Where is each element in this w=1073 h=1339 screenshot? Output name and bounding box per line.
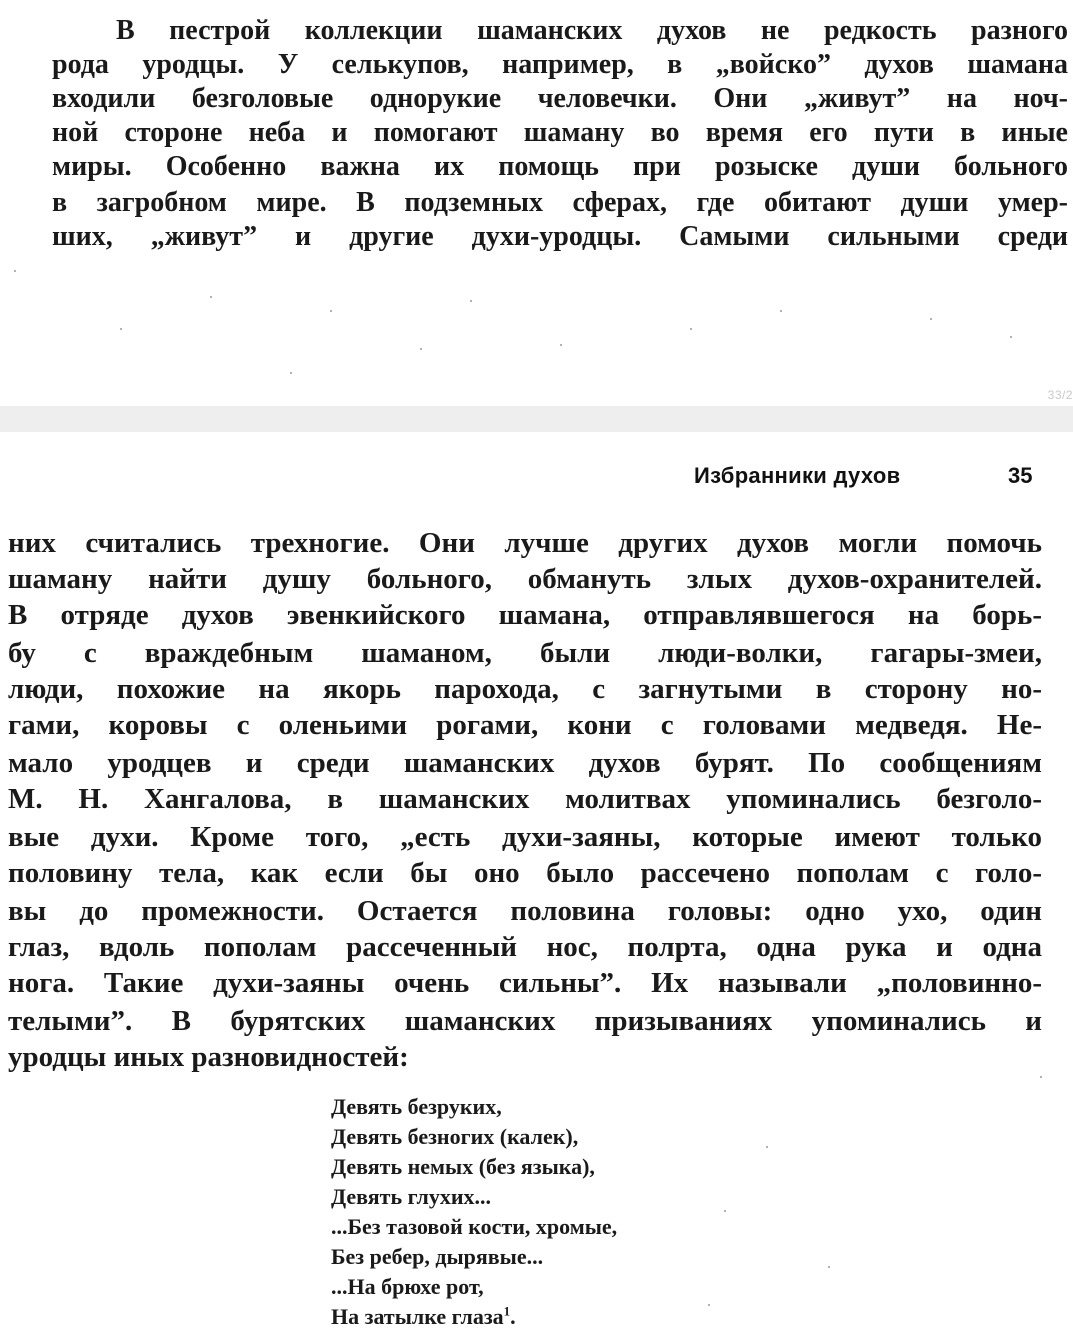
paragraph-line: М. Н. Хангалова, в шаманских молитвах упоминались безголо- <box>8 783 1042 815</box>
scan-speck <box>1010 336 1012 338</box>
scan-speck <box>724 1210 726 1212</box>
scan-speck <box>780 310 782 312</box>
paragraph-line: глаз, вдоль пополам рассеченный нос, полрта, одна рука и одна <box>8 931 1042 963</box>
verse-line: Девять безногих (калек), <box>331 1124 579 1149</box>
scan-speck <box>210 296 212 298</box>
paragraph-line: гами, коровы с оленьими рогами, кони с головами медведя. Не- <box>8 709 1042 741</box>
scan-speck <box>690 328 692 330</box>
verse-line-with-footnote <box>331 1304 516 1330</box>
scan-speck <box>470 300 472 302</box>
paragraph-line: телыми”. В бурятских шаманских призываниях упоминались и <box>8 1005 1042 1037</box>
scan-speck <box>330 310 332 312</box>
paragraph-line: рода уродцы. У селькупов, например, в „войско” духов шамана <box>52 49 1068 80</box>
paragraph-line: ной стороне неба и помогают шаману во время его пути в иные <box>52 117 1068 148</box>
paragraph-line: миры. Особенно важна их помощь при розыске души больного <box>52 151 1068 182</box>
paragraph-line: половину тела, как если бы оно было рассечено пополам с голо- <box>8 857 1042 889</box>
verse-line: Девять глухих... <box>331 1184 491 1209</box>
scan-speck <box>766 1146 768 1148</box>
paragraph-line: ших, „живут” и другие духи-уродцы. Самыми сильными среди <box>52 221 1068 252</box>
paragraph-line: шаману найти душу больного, обмануть злых духов-охранителей. <box>8 563 1042 595</box>
scan-speck <box>560 344 562 346</box>
scan-speck <box>1040 1076 1042 1078</box>
paragraph-line: мало уродцев и среди шаманских духов бурят. По сообщениям <box>8 747 1042 779</box>
footnote-marker[interactable]: 1 <box>503 1303 511 1319</box>
page-counter: 33/2 <box>1047 388 1073 402</box>
paragraph-line: уродцы иных разновидностей: <box>8 1041 409 1073</box>
paragraph-line: нога. Такие духи-заяны очень сильны”. Их называли „половинно- <box>8 967 1042 999</box>
paragraph-line: В пестрой коллекции шаманских духов не редкость разного <box>116 15 1068 46</box>
verse-line: Без ребер, дырявые... <box>331 1244 544 1269</box>
paragraph-line: бу с враждебным шаманом, были люди-волки, гагары-змеи, <box>8 637 1042 669</box>
scan-speck <box>120 328 122 330</box>
verse-line: ...Без тазовой кости, хромые, <box>331 1214 618 1239</box>
verse-text: На затылке глаза <box>331 1304 504 1329</box>
scan-speck <box>420 348 422 350</box>
page-separator <box>0 406 1073 432</box>
verse-period: . <box>510 1304 516 1329</box>
verse-line: Девять немых (без языка), <box>331 1154 595 1179</box>
paragraph-line: В отряде духов эвенкийского шамана, отправлявшегося на борь- <box>8 599 1042 631</box>
paragraph-line: люди, похожие на якорь парохода, с загнутыми в сторону но- <box>8 673 1042 705</box>
verse-line: ...На брюхе рот, <box>331 1274 484 1299</box>
running-head: Избранники духов <box>694 463 901 488</box>
scan-speck <box>828 1266 830 1268</box>
paragraph-line: вые духи. Кроме того, „есть духи-заяны, которые имеют только <box>8 821 1042 853</box>
paragraph-line: входили безголовые однорукие человечки. Они „живут” на ноч- <box>52 83 1068 114</box>
scan-speck <box>14 270 16 272</box>
paragraph-line: них считались трехногие. Они лучше других духов могли помочь <box>8 527 1042 559</box>
scan-speck <box>290 372 292 374</box>
verse-line: Девять безруких, <box>331 1094 502 1119</box>
previous-page <box>0 0 1073 406</box>
paragraph-line: вы до промежности. Остается половина головы: одно ухо, один <box>8 895 1042 927</box>
paragraph-line: в загробном мире. В подземных сферах, где обитают души умер- <box>52 187 1068 218</box>
page-number: 35 <box>1008 463 1033 488</box>
scan-speck <box>930 318 932 320</box>
scan-speck <box>708 1304 710 1306</box>
